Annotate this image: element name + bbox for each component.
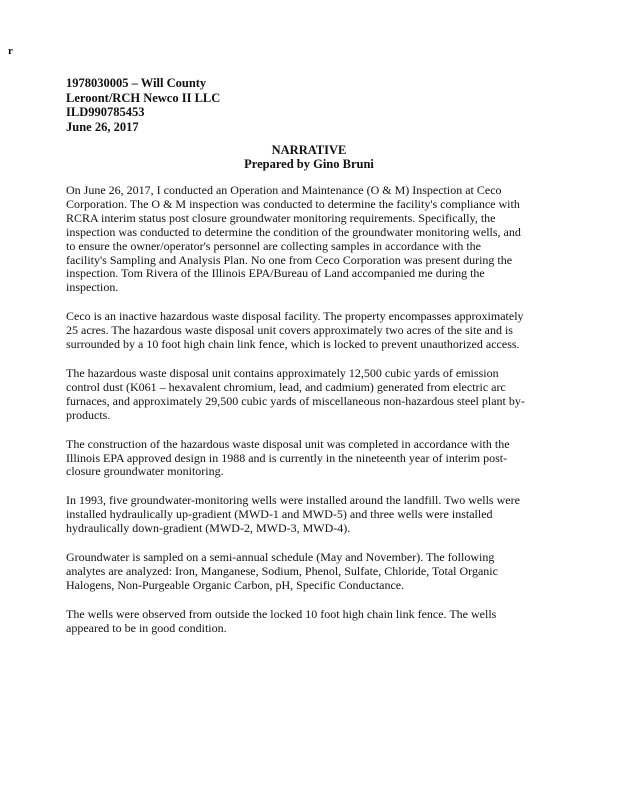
paragraph-line: products. (66, 408, 111, 422)
narrative-paragraph (66, 310, 554, 352)
title-heading: NARRATIVE (271, 143, 347, 157)
paragraph-line: facility's Sampling and Analysis Plan. No one from Ceco Corporation was present during the (66, 253, 513, 267)
paragraph-line: The wells were observed from outside the locked 10 foot high chain link fence. The wells (66, 607, 497, 621)
paragraph-line: Corporation. The O & M inspection was conducted to determine the facility's compliance with (66, 197, 520, 211)
paragraph-line: In 1993, five groundwater-monitoring wells were installed around the landfill. Two wells were (66, 494, 520, 508)
document-header (66, 76, 220, 134)
paragraph-line: inspection. Tom Rivera of the Illinois EPA/Bureau of Land accompanied me during the (66, 267, 485, 281)
narrative-paragraph (66, 551, 554, 593)
narrative-paragraph (66, 608, 554, 636)
narrative-paragraph (66, 184, 554, 295)
document-title (0, 143, 618, 171)
header-facility-name: Leroont/RCH Newco II LLC (66, 90, 221, 105)
paragraph-line: Halogens, Non-Purgeable Organic Carbon, pH, Specific Conductance. (66, 578, 405, 592)
header-date: June 26, 2017 (66, 119, 139, 134)
paragraph-line: furnaces, and approximately 29,500 cubic yards of miscellaneous non-hazardous steel plant by- (66, 394, 525, 408)
paragraph-line: surrounded by a 10 foot high chain link fence, which is locked to prevent unauthorized access. (66, 338, 520, 352)
paragraph-line: On June 26, 2017, I conducted an Operation and Maintenance (O & M) Inspection at Ceco (66, 184, 502, 197)
paragraph-line: to ensure the owner/operator's personnel are collecting samples in accordance with the (66, 239, 482, 253)
paragraph-line: control dust (K061 – hexavalent chromium, lead, and cadmium) generated from electric arc (66, 380, 506, 394)
paragraph-line: Illinois EPA approved design in 1988 and is currently in the nineteenth year of interim post- (66, 451, 508, 465)
header-epa-id: ILD990785453 (66, 105, 145, 119)
paragraph-line: appeared to be in good condition. (66, 621, 227, 635)
paragraph-line: Ceco is an inactive hazardous waste disposal facility. The property encompasses approximately (66, 310, 524, 324)
paragraph-line: RCRA interim status post closure groundwater monitoring requirements. Specifically, the (66, 211, 496, 225)
narrative-paragraph (66, 367, 554, 423)
paragraph-line: analytes are analyzed: Iron, Manganese, Sodium, Phenol, Sulfate, Chloride, Total Organic (66, 564, 498, 578)
narrative-paragraph (66, 494, 554, 536)
paragraph-line: The hazardous waste disposal unit contains approximately 12,500 cubic yards of emission (66, 366, 499, 380)
paragraph-line: The construction of the hazardous waste disposal unit was completed in accordance with the (66, 437, 510, 451)
title-author: Prepared by Gino Bruni (244, 157, 374, 171)
paragraph-line: inspection was conducted to determine the condition of the groundwater monitoring wells, and (66, 225, 521, 239)
narrative-paragraph (66, 438, 554, 480)
paragraph-line: installed hydraulically up-gradient (MWD-1 and MWD-5) and three wells were installed (66, 508, 493, 522)
paragraph-line: 25 acres. The hazardous waste disposal unit covers approximately two acres of the site and is (66, 324, 513, 338)
paragraph-line: closure groundwater monitoring. (66, 465, 224, 479)
paragraph-line: hydraulically down-gradient (MWD-2, MWD-3, MWD-4). (66, 522, 351, 536)
narrative-body (66, 184, 554, 651)
scan-mark: r (8, 45, 13, 57)
paragraph-line: Groundwater is sampled on a semi-annual schedule (May and November). The following (66, 551, 495, 565)
paragraph-line: inspection. (66, 281, 119, 295)
header-facility-id: 1978030005 – Will County (66, 76, 207, 90)
